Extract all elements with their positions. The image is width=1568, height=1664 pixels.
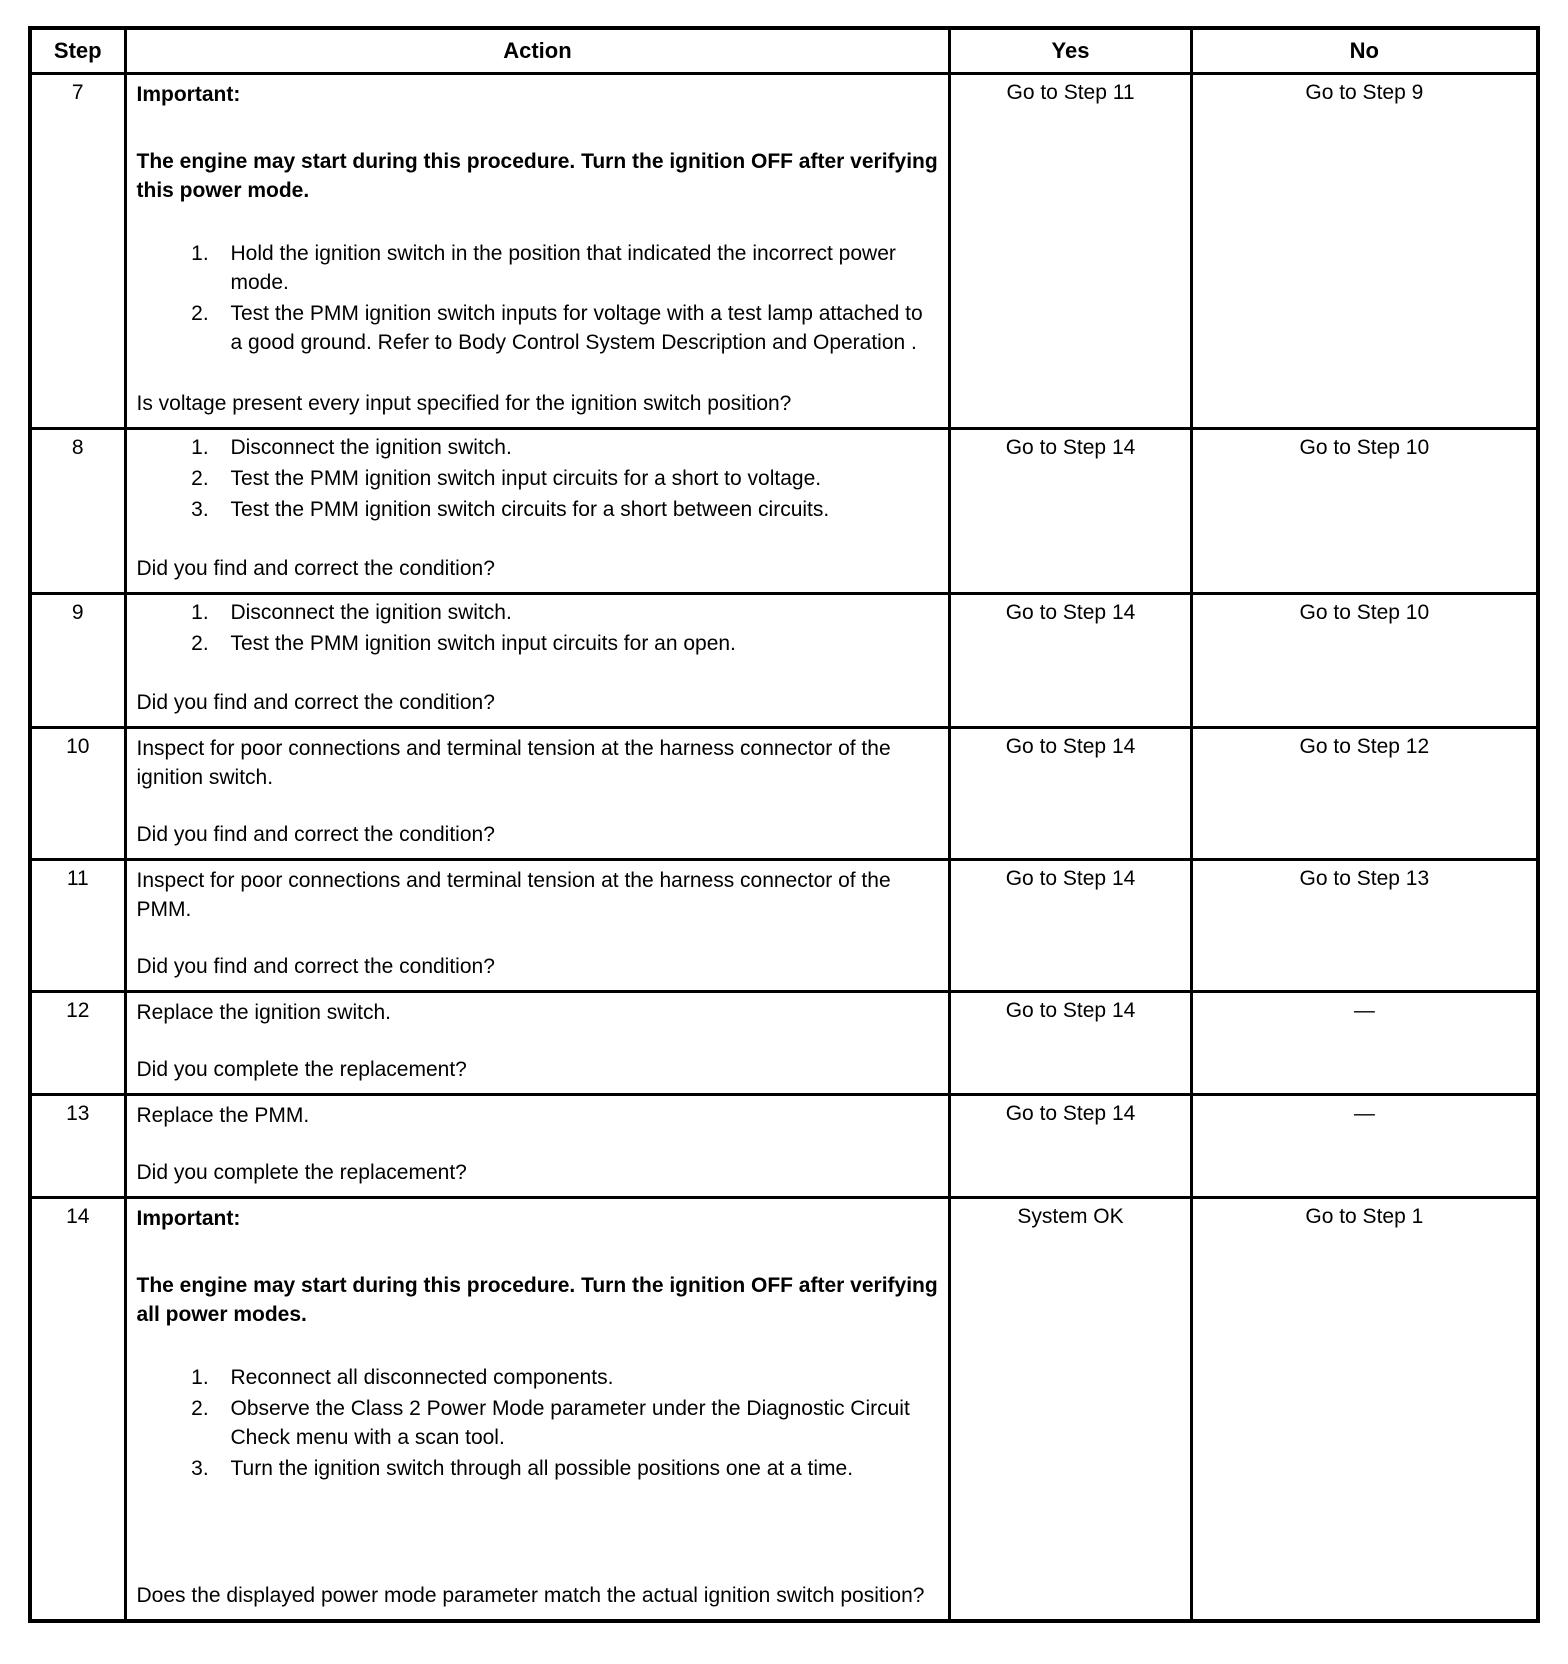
action-text: Inspect for poor connections and terminal tension at the harness connector of the PMM.: [136, 869, 891, 922]
action-step-item: 3. Turn the ignition switch through all possible positions one at a time.: [215, 1455, 939, 1484]
yes-answer: Go to Step 14: [950, 728, 1191, 860]
table-header: [30, 28, 1538, 74]
column-header-no: No: [1191, 28, 1538, 74]
no-answer: Go to Step 1: [1191, 1197, 1538, 1621]
action-content: [137, 997, 939, 1085]
header-row: [30, 28, 1538, 74]
step-cell: 10: [30, 728, 125, 860]
action-question: Did you complete the replacement?: [136, 1057, 467, 1081]
action-text: Replace the PMM.: [136, 1103, 310, 1127]
action-content: [137, 599, 939, 718]
action-step-item: 3. Test the PMM ignition switch circuits for a short between circuits.: [215, 496, 939, 525]
column-header-yes: Yes: [950, 28, 1191, 74]
table-row: [30, 74, 1538, 429]
column-header-step: Step: [30, 28, 125, 74]
important-label: Important:: [136, 83, 241, 107]
yes-answer: System OK: [950, 1197, 1191, 1621]
important-note: The engine may start during this procedure. Turn the ignition OFF after verifying this power mode.: [136, 150, 938, 203]
step-cell: 12: [30, 991, 125, 1094]
table-row: [30, 1094, 1538, 1197]
action-step-item: 2. Observe the Class 2 Power Mode parameter under the Diagnostic Circuit Check menu with a scan tool.: [215, 1395, 939, 1453]
no-answer: Go to Step 12: [1191, 728, 1538, 860]
step-cell: 11: [30, 860, 125, 992]
table-body: [30, 74, 1538, 1621]
table-row: [30, 429, 1538, 594]
diagnostic-table: [28, 26, 1540, 1623]
action-content: [137, 434, 939, 584]
action-step-item: 1. Disconnect the ignition switch.: [215, 599, 939, 628]
important-note: The engine may start during this procedure. Turn the ignition OFF after verifying all power modes.: [136, 1273, 938, 1326]
table-row: [30, 594, 1538, 728]
action-step-item: 2. Test the PMM ignition switch input circuits for a short to voltage.: [215, 465, 939, 494]
yes-answer: Go to Step 14: [950, 860, 1191, 992]
action-cell: [125, 991, 950, 1094]
action-text: Replace the ignition switch.: [136, 1000, 391, 1024]
action-cell: [125, 429, 950, 594]
action-cell: [125, 74, 950, 429]
yes-answer: Go to Step 14: [950, 429, 1191, 594]
no-answer: Go to Step 10: [1191, 594, 1538, 728]
action-step-item: 2. Test the PMM ignition switch inputs for voltage with a test lamp attached to a good ground. Refer to Body Control System Description and Operation .: [215, 300, 939, 358]
table-row: [30, 991, 1538, 1094]
action-cell: [125, 1197, 950, 1621]
action-content: [137, 733, 939, 850]
action-content: [137, 1203, 939, 1611]
no-answer: —: [1191, 991, 1538, 1094]
no-answer: Go to Step 10: [1191, 429, 1538, 594]
table-row: [30, 1197, 1538, 1621]
action-step-item: 1. Reconnect all disconnected components.: [215, 1364, 939, 1393]
column-header-action: Action: [125, 28, 950, 74]
table-row: [30, 728, 1538, 860]
step-cell: 14: [30, 1197, 125, 1621]
step-cell: 7: [30, 74, 125, 429]
yes-answer: Go to Step 11: [950, 74, 1191, 429]
important-label: Important:: [136, 1206, 241, 1230]
yes-answer: Go to Step 14: [950, 594, 1191, 728]
action-question: Did you find and correct the condition?: [136, 823, 495, 847]
no-answer: Go to Step 13: [1191, 860, 1538, 992]
action-cell: [125, 728, 950, 860]
step-cell: 8: [30, 429, 125, 594]
action-step-item: 1. Disconnect the ignition switch.: [215, 434, 939, 463]
no-answer: —: [1191, 1094, 1538, 1197]
action-content: [137, 79, 939, 419]
action-content: [137, 865, 939, 982]
no-answer: Go to Step 9: [1191, 74, 1538, 429]
action-question: Did you find and correct the condition?: [136, 954, 495, 978]
action-steps-list: [137, 434, 939, 527]
action-question: Is voltage present every input specified for the ignition switch position?: [136, 392, 792, 416]
action-step-item: 2. Test the PMM ignition switch input circuits for an open.: [215, 630, 939, 659]
action-cell: [125, 860, 950, 992]
action-cell: [125, 594, 950, 728]
action-text: Inspect for poor connections and terminal tension at the harness connector of the ignition switch.: [136, 737, 891, 790]
action-steps-list: [137, 240, 939, 360]
yes-answer: Go to Step 14: [950, 1094, 1191, 1197]
action-steps-list: [137, 599, 939, 661]
action-question: Did you complete the replacement?: [136, 1160, 467, 1184]
action-question: Did you find and correct the condition?: [136, 557, 495, 581]
table-row: [30, 860, 1538, 992]
action-question: Does the displayed power mode parameter match the actual ignition switch position?: [136, 1583, 925, 1607]
step-cell: 13: [30, 1094, 125, 1197]
action-content: [137, 1100, 939, 1188]
action-step-item: 1. Hold the ignition switch in the position that indicated the incorrect power mode.: [215, 240, 939, 298]
action-cell: [125, 1094, 950, 1197]
step-cell: 9: [30, 594, 125, 728]
yes-answer: Go to Step 14: [950, 991, 1191, 1094]
action-steps-list: [137, 1364, 939, 1486]
action-question: Did you find and correct the condition?: [136, 691, 495, 715]
